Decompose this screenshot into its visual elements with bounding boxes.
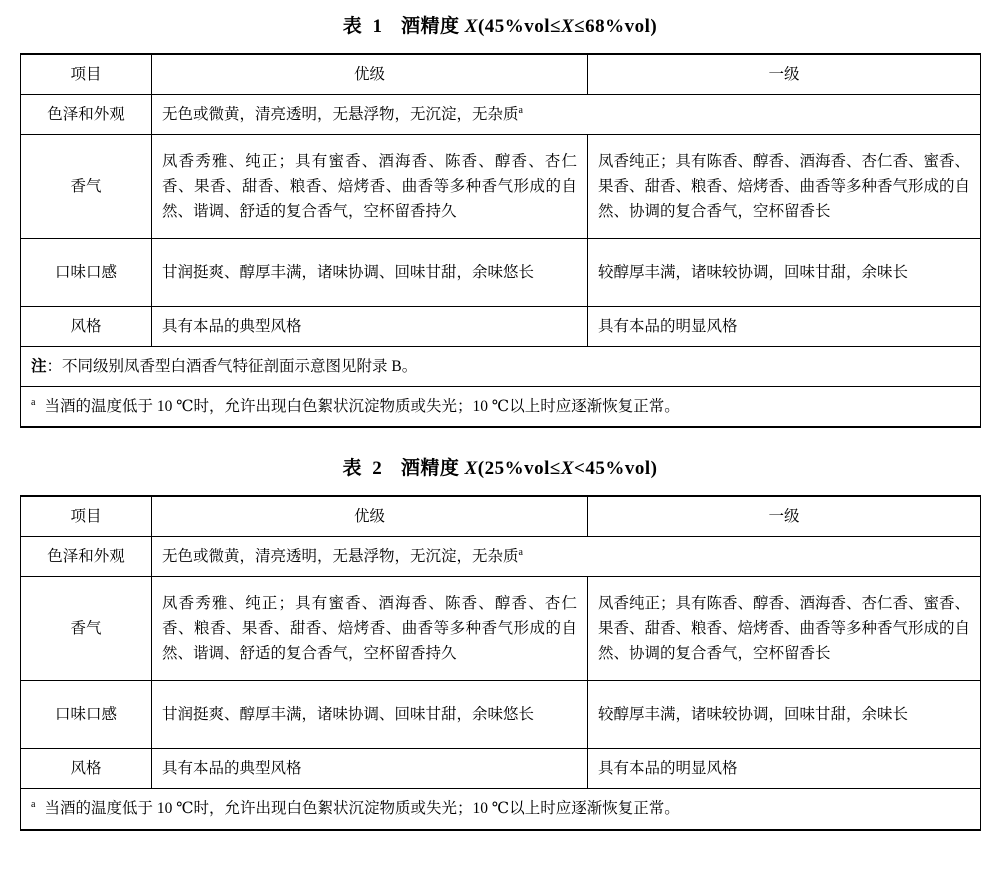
table-2-row-3-item: 风格	[21, 749, 152, 789]
table-row	[21, 94, 981, 134]
footnote-text: 当酒的温度低于 10 ℃时，允许出现白色絮状沉淀物质或失光；10 ℃以上时应逐渐恢复正常。	[44, 800, 680, 818]
table-2-range-suffix: <45%vol)	[574, 458, 658, 480]
footnote-marker-icon: a	[518, 104, 523, 116]
table-2-row-3-premium: 具有本品的典型风格	[152, 749, 588, 789]
table-1-row-2-item: 口味口感	[21, 239, 152, 307]
table-2-footnote	[21, 789, 981, 830]
table-row	[21, 577, 981, 681]
table-row	[21, 537, 981, 577]
table-2-header-premium: 优级	[152, 496, 588, 537]
table-1	[20, 53, 981, 429]
table-1-row-0-value-text: 无色或微黄，清亮透明，无悬浮物，无沉淀，无杂质	[162, 105, 519, 123]
footnote-text: 当酒的温度低于 10 ℃时，允许出现白色絮状沉淀物质或失光；10 ℃以上时应逐渐恢复正常。	[44, 398, 680, 416]
table-1-caption-wrapper	[20, 0, 980, 53]
table-2-row-1-first: 凤香纯正；具有陈香、醇香、酒海香、杏仁香、蜜香、果香、甜香、粮香、焙烤香、曲香等多种香气形成的自然、协调的复合香气，空杯留香长	[588, 577, 981, 681]
table-row	[21, 307, 981, 347]
table-1-row-2-premium: 甘润挺爽、醇厚丰满，诸味协调、回味甘甜，余味悠长	[152, 239, 588, 307]
table-row	[21, 681, 981, 749]
note-label: 注	[31, 358, 47, 376]
table-1-subject: 酒精度	[401, 16, 460, 37]
table-2-header-first: 一级	[588, 496, 981, 537]
table-2-range-variable: X	[560, 458, 574, 480]
table-2-row-1-premium: 凤香秀雅、纯正；具有蜜香、酒海香、陈香、醇香、杏仁香、粮香、果香、甜香、焙烤香、曲香等多种香气形成的自然、谐调、舒适的复合香气，空杯留香持久	[152, 577, 588, 681]
table-row	[21, 239, 981, 307]
footnote-mark-icon: a	[31, 397, 36, 409]
table-1-row-0-value	[152, 94, 981, 134]
table-2-row-0-value-text: 无色或微黄，清亮透明，无悬浮物，无沉淀，无杂质	[162, 548, 519, 566]
table-1-note	[21, 347, 981, 387]
table-2-row-0-value	[152, 537, 981, 577]
table-2-row-0-item: 色泽和外观	[21, 537, 152, 577]
table-1-row-2-first: 较醇厚丰满，诸味较协调，回味甘甜，余味长	[588, 239, 981, 307]
table-1-footnote	[21, 387, 981, 428]
table-2-caption-wrapper	[20, 428, 980, 495]
table-row	[21, 135, 981, 239]
table-1-row-3-premium: 具有本品的典型风格	[152, 307, 588, 347]
table-2-header-item: 项目	[21, 496, 152, 537]
table-2-header-row	[21, 496, 981, 537]
table-2-row-2-first: 较醇厚丰满，诸味较协调，回味甘甜，余味长	[588, 681, 981, 749]
table-2-row-1-item: 香气	[21, 577, 152, 681]
table-1-row-1-item: 香气	[21, 135, 152, 239]
table-2-footnote-row	[21, 789, 981, 830]
footnote-marker-icon: a	[518, 547, 523, 559]
table-1-variable: X	[464, 16, 478, 37]
table-1-footnote-row	[21, 387, 981, 428]
table-1-row-3-item: 风格	[21, 307, 152, 347]
table-1-range-suffix: ≤68%vol)	[574, 16, 658, 37]
table-2-range-prefix: (25%vol≤	[477, 458, 561, 480]
table-row	[21, 749, 981, 789]
table-1-header-first: 一级	[588, 54, 981, 95]
table-2	[20, 495, 981, 830]
table-2-row-2-item: 口味口感	[21, 681, 152, 749]
table-2-row-3-first: 具有本品的明显风格	[588, 749, 981, 789]
table-1-row-1-first: 凤香纯正；具有陈香、醇香、酒海香、杏仁香、蜜香、果香、甜香、粮香、焙烤香、曲香等多种香气形成的自然、协调的复合香气，空杯留香长	[588, 135, 981, 239]
table-2-subject: 酒精度	[400, 458, 460, 480]
table-1-row-3-first: 具有本品的明显风格	[588, 307, 981, 347]
table-2-variable: X	[464, 458, 478, 480]
table-1-header-premium: 优级	[152, 54, 588, 95]
table-1-row-1-premium: 凤香秀雅、纯正；具有蜜香、酒海香、陈香、醇香、杏仁香、果香、甜香、粮香、焙烤香、曲香等多种香气形成的自然、谐调、舒适的复合香气，空杯留香持久	[152, 135, 588, 239]
table-1-caption	[20, 16, 980, 39]
table-1-range-prefix: (45%vol≤	[477, 16, 562, 37]
note-text: 不同级别凤香型白酒香气特征剖面示意图见附录 B。	[62, 358, 418, 376]
table-1-header-item: 项目	[21, 54, 152, 95]
table-1-header-row	[21, 54, 981, 95]
table-2-caption	[20, 458, 980, 481]
table-2-row-2-premium: 甘润挺爽、醇厚丰满，诸味协调、回味甘甜，余味悠长	[152, 681, 588, 749]
note-separator: ：	[46, 358, 63, 376]
table-1-range-variable: X	[561, 16, 575, 37]
table-1-label: 表 1	[342, 16, 386, 37]
table-1-row-0-item: 色泽和外观	[21, 94, 152, 134]
table-2-label: 表 2	[342, 458, 385, 480]
footnote-mark-icon: a	[31, 799, 36, 811]
table-1-note-row	[21, 347, 981, 387]
